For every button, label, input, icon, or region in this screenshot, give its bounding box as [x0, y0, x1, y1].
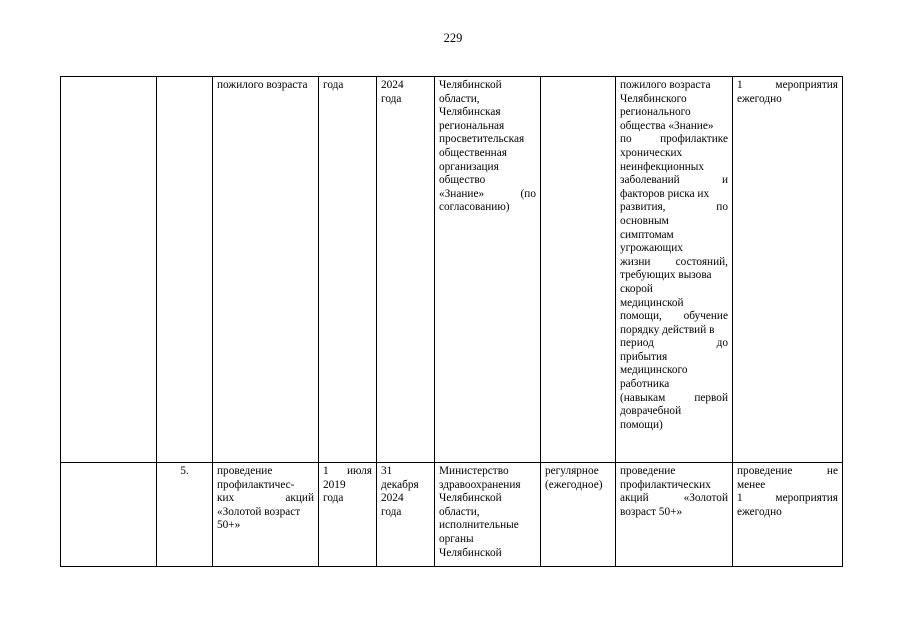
cell-line: органы — [439, 532, 474, 545]
cell-line: области, — [439, 92, 480, 105]
cell-line: пожилого возраста — [620, 79, 711, 91]
cell-line: 31 — [381, 465, 393, 477]
cell-line: общественная — [439, 146, 507, 159]
cell-blank — [61, 77, 157, 463]
cell-line: медицинской — [620, 296, 684, 309]
cell-line: менее — [737, 478, 766, 491]
cell-line: скорой — [620, 282, 653, 295]
cell-indicator — [733, 463, 843, 567]
cell-periodicity — [541, 463, 616, 567]
cell-line: помощи, обучение — [620, 310, 728, 323]
cell-line: работника — [620, 378, 670, 391]
cell-line: согласованию) — [439, 201, 510, 214]
cell-line: помощи) — [620, 418, 663, 431]
cell-line: Челябинского — [620, 92, 687, 105]
cell-start-date — [319, 77, 377, 463]
cell-line: регионального — [620, 106, 691, 119]
cell-line: общество — [439, 174, 486, 187]
cell-end-date — [377, 463, 435, 567]
cell-line: жизни состояний, — [620, 255, 728, 268]
cell-event — [213, 463, 319, 567]
cell-indicator — [733, 77, 843, 463]
cell-line: общества «Знание» — [620, 119, 714, 132]
cell-number — [157, 463, 213, 567]
cell-executor — [435, 463, 541, 567]
cell-line: года — [381, 92, 402, 105]
cell-end-date — [377, 77, 435, 463]
cell-line: 5. — [180, 465, 189, 477]
table-body — [61, 77, 843, 567]
cell-line: основным — [620, 214, 669, 227]
cell-line: угрожающих — [620, 242, 683, 255]
table-row — [61, 77, 843, 463]
cell-result — [616, 77, 733, 463]
cell-line: по профилактике — [620, 133, 728, 146]
cell-line: возраст 50+» — [620, 505, 683, 518]
cell-start-date — [319, 463, 377, 567]
cell-line: просветительская — [439, 133, 525, 146]
cell-line: 1 июля — [323, 465, 372, 477]
events-table — [60, 76, 843, 567]
cell-line: ежегодно — [737, 505, 782, 518]
cell-executor — [435, 77, 541, 463]
cell-line: проведение — [620, 465, 676, 477]
cell-line: года — [323, 79, 344, 91]
cell-line: порядку действий в — [620, 323, 715, 336]
cell-line: профилактичес- — [217, 478, 295, 491]
cell-line: заболеваний и — [620, 174, 728, 187]
cell-line: 1 мероприятия — [737, 492, 838, 505]
cell-line: развития, по — [620, 201, 728, 214]
cell-line: 50+» — [217, 519, 241, 532]
cell-line: 2024 — [381, 79, 404, 91]
cell-line: года — [381, 505, 402, 518]
cell-line: акций «Золотой — [620, 492, 728, 505]
cell-line: Челябинской — [439, 546, 502, 559]
cell-line: региональная — [439, 119, 505, 132]
cell-line: Челябинской — [439, 79, 502, 91]
cell-line: факторов риска их — [620, 187, 710, 200]
cell-line: года — [323, 492, 344, 505]
cell-line: профилактических — [620, 478, 711, 491]
cell-line: проведение — [217, 465, 273, 477]
cell-result — [616, 463, 733, 567]
cell-line: 2019 — [323, 478, 346, 491]
cell-line: (ежегодное) — [545, 478, 603, 491]
cell-line: здравоохранения — [439, 478, 521, 491]
cell-line: «Знание» (по — [439, 187, 536, 200]
cell-line: неинфекционных — [620, 160, 705, 173]
cell-line: прибытия — [620, 350, 668, 363]
cell-line: (навыкам первой — [620, 391, 728, 404]
cell-line: 2024 — [381, 492, 404, 505]
cell-line: хронических — [620, 146, 683, 159]
cell-line: декабря — [381, 478, 419, 491]
cell-line: медицинского — [620, 364, 688, 377]
table-row — [61, 463, 843, 567]
page-number: 229 — [443, 31, 463, 45]
cell-blank — [61, 463, 157, 567]
cell-line: ких акций — [217, 492, 314, 505]
cell-line: симптомам — [620, 228, 674, 241]
cell-line: проведение не — [737, 465, 838, 477]
cell-line: требующих вызова — [620, 269, 712, 282]
cell-line: Челябинская — [439, 106, 501, 119]
cell-event — [213, 77, 319, 463]
cell-number — [157, 77, 213, 463]
cell-line: ежегодно — [737, 92, 782, 105]
cell-line: период до — [620, 337, 728, 350]
cell-periodicity — [541, 77, 616, 463]
cell-line: исполнительные — [439, 519, 519, 532]
cell-line: доврачебной — [620, 405, 682, 418]
cell-line: организация — [439, 160, 499, 173]
cell-line: Министерство — [439, 465, 509, 477]
cell-line: 1 мероприятия — [737, 79, 838, 91]
cell-line: регулярное — [545, 465, 599, 477]
cell-line: области, — [439, 505, 480, 518]
cell-line: «Золотой возраст — [217, 505, 301, 518]
cell-line: пожилого возраста — [217, 79, 308, 91]
cell-line: Челябинской — [439, 492, 502, 505]
